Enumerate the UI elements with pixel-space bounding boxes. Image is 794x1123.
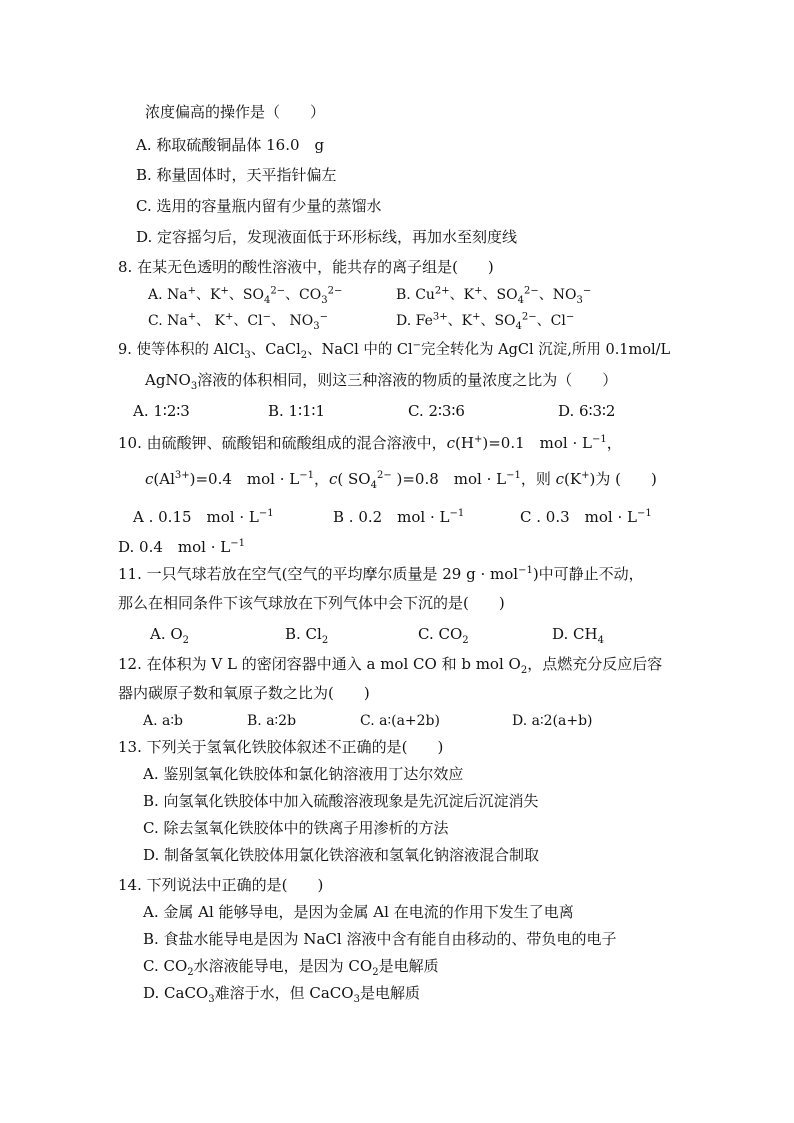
q14-option-c: C. $CO_2$水溶液能导电，是因为 $CO_2$是电解质 [143, 957, 439, 978]
q10-stem-line2: $c(Al^{3+})=0.4$ mol · $L^{-1}$，c( $SO_4^{2-}$ )=0.8 mol · $L^{-1}$，则 c(K+)为 ( ) [145, 470, 657, 491]
q7-option-d: D. 定容摇匀后，发现液面低于环形标线，再加水至刻度线 [136, 228, 518, 246]
q13-option-a: A. 鉴别氢氧化铁胶体和氯化钠溶液用丁达尔效应 [143, 765, 464, 783]
q11-stem-line1: 11. 一只气球若放在空气(空气的平均摩尔质量是 29 g · mol$^{-1}$)中可静止不动， [118, 565, 644, 583]
q10-option-d: D. 0.4 mol · $L^{-1}$ [118, 538, 245, 556]
q13-option-c: C. 除去氢氧化铁胶体中的铁离子用渗析的方法 [143, 819, 449, 837]
q7-option-b: B. 称量固体时，天平指针偏左 [136, 166, 337, 184]
q10-option-b: B . 0.2 mol · $L^{-1}$ [333, 508, 465, 526]
q13-stem: 13. 下列关于氢氧化铁胶体叙述不正确的是( ) [118, 738, 444, 756]
q8-option-d: D. $Fe^{3+}$、K+、$SO_4^{2-}$、Cl− [396, 311, 575, 332]
q14-option-b: B. 食盐水能导电是因为 NaCl 溶液中含有能自由移动的、带负电的电子 [143, 930, 617, 948]
q12-option-c: C. a∶(a+2b) [360, 713, 440, 729]
q8-option-a: A. Na+、K+、$SO_4^{2-}$、$CO_3^{2-}$ [148, 285, 343, 306]
q11-option-a: A. $O_2$ [150, 625, 190, 646]
q12-stem-line2: 器内碳原子数和氧原子数之比为( ) [118, 684, 370, 702]
q9-option-b: B. 1∶1∶1 [268, 402, 325, 420]
q8-option-c: C. Na+、 K+、Cl−、 $NO_3^-$ [148, 311, 328, 332]
q9-option-c: C. 2∶3∶6 [408, 402, 465, 420]
q13-option-d: D. 制备氢氧化铁胶体用氯化铁溶液和氢氧化钠溶液混合制取 [143, 846, 540, 864]
q9-stem-line2: AgNO$_3$溶液的体积相同，则这三种溶液的物质的量浓度之比为（ ） [145, 371, 618, 392]
q9-option-d: D. 6∶3∶2 [558, 402, 616, 420]
q10-option-c: C . 0.3 mol · $L^{-1}$ [520, 508, 652, 526]
q12-stem-line1: 12. 在体积为 V L 的密闭容器中通入 a mol CO 和 b mol $O_2$，点燃充分反应后容 [118, 655, 663, 676]
q11-option-b: B. $Cl_2$ [285, 625, 329, 646]
q12-option-b: B. a∶2b [247, 713, 297, 729]
q14-option-a: A. 金属 Al 能够导电，是因为金属 Al 在电流的作用下发生了电离 [143, 903, 574, 921]
q10-stem-line1: 10. 由硫酸钾、硫酸铝和硫酸组成的混合溶液中，c(H+)=0.1 mol · $L^{-1}$， [118, 434, 622, 452]
q11-option-d: D. $CH_4$ [552, 625, 604, 646]
q12-option-d: D. a∶2(a+b) [512, 713, 593, 729]
q7-option-a: A. 称取硫酸铜晶体 16.0 g [136, 136, 325, 154]
q11-option-c: C. $CO_2$ [418, 625, 469, 646]
q7-option-c: C. 选用的容量瓶内留有少量的蒸馏水 [136, 197, 382, 215]
q13-option-b: B. 向氢氧化铁胶体中加入硫酸溶液现象是先沉淀后沉淀消失 [143, 792, 539, 810]
q14-stem: 14. 下列说法中正确的是( ) [118, 876, 324, 894]
q8-stem: 8. 在某无色透明的酸性溶液中，能共存的离子组是( ) [118, 258, 494, 276]
q7-stem: 浓度偏高的操作是（ ） [145, 103, 326, 121]
q10-option-a: A . 0.15 mol · $L^{-1}$ [133, 508, 274, 526]
q9-stem-line1: 9. 使等体积的 AlCl$_3$、CaCl$_2$、NaCl 中的 Cl−完全转化为 AgCl 沉淀,所用 0.1mol/L [118, 340, 671, 361]
q14-option-d: D. CaCO$_3$难溶于水，但 CaCO$_3$是电解质 [143, 984, 420, 1005]
q11-stem-line2: 那么在相同条件下该气球放在下列气体中会下沉的是( ) [118, 594, 505, 612]
q8-option-b: B. $Cu^{2+}$、K+、$SO_4^{2-}$、$NO_3^-$ [396, 285, 592, 306]
q9-option-a: A. 1∶2∶3 [133, 402, 190, 420]
q12-option-a: A. a∶b [143, 713, 183, 729]
